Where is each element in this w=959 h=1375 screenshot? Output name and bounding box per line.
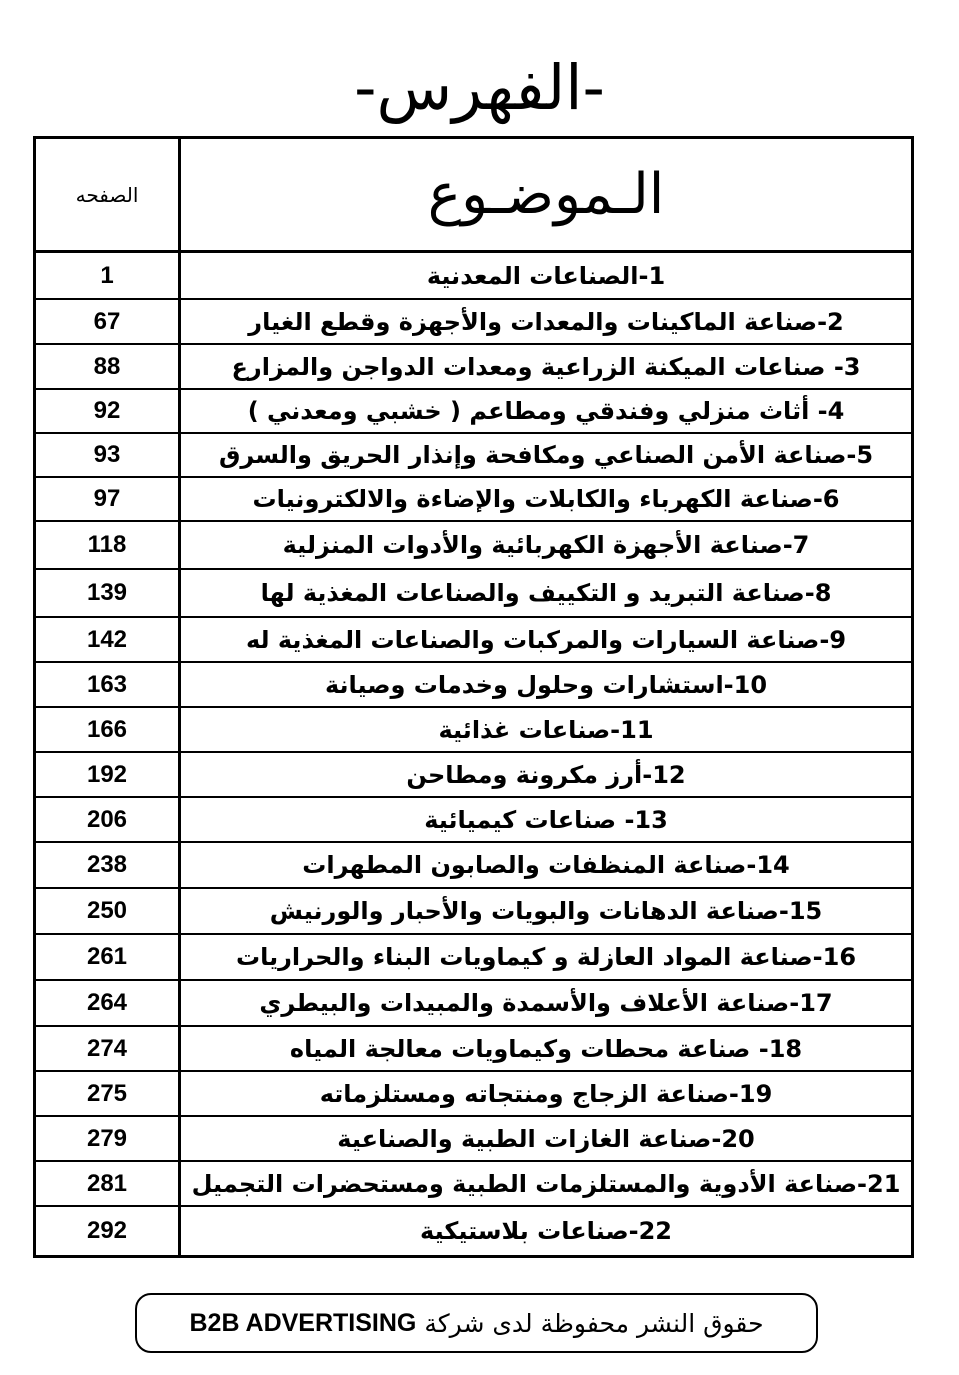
page-number: 166 <box>36 708 181 751</box>
table-row <box>36 298 911 343</box>
page-number: 250 <box>36 889 181 933</box>
page-number: 192 <box>36 753 181 796</box>
page-number: 238 <box>36 843 181 887</box>
table-row <box>36 796 911 841</box>
table-row <box>36 568 911 616</box>
topic-title: 21-صناعة الأدوية والمستلزمات الطبية ومستحضرات التجميل <box>191 1169 901 1198</box>
topic-title: 3- صناعات الميكنة الزراعية ومعدات الدواجن والمزارع <box>231 352 861 381</box>
page-number: 142 <box>36 618 181 661</box>
table-row <box>36 933 911 979</box>
table-row <box>36 706 911 751</box>
topic-title: 9-صناعة السيارات والمركبات والصناعات المغذية له <box>245 625 847 654</box>
topic-title: 4- أثاث منزلي وفندقي ومطاعم ( خشبي ومعدني ) <box>247 397 845 425</box>
page-number: 118 <box>36 522 181 568</box>
topic-title: 18- صناعة محطات وكيماويات معالجة المياه <box>289 1034 803 1063</box>
table-row <box>36 1205 911 1255</box>
table-row <box>36 841 911 887</box>
table-row <box>36 1070 911 1115</box>
page-number: 281 <box>36 1162 181 1205</box>
table-row <box>36 343 911 388</box>
page-number: 88 <box>36 345 181 388</box>
header-topic: الـموضـوع <box>427 162 665 227</box>
table-body <box>36 253 911 1255</box>
page-number: 206 <box>36 798 181 841</box>
page-number: 275 <box>36 1072 181 1115</box>
table-row <box>36 520 911 568</box>
page-number: 264 <box>36 981 181 1025</box>
page-number: 292 <box>36 1207 181 1255</box>
topic-title: 6-صناعة الكهرباء والكابلات والإضاءة والالكترونيات <box>252 485 840 513</box>
page-number: 92 <box>36 390 181 432</box>
topic-title: 13- صناعات كيميائية <box>424 805 668 834</box>
topic-title: 22-صناعات بلاستيكية <box>420 1217 672 1245</box>
topic-title: 8-صناعة التبريد و التكييف والصناعات المغذية لها <box>260 579 832 607</box>
topic-title: 17-صناعة الأعلاف والأسمدة والمبيدات والبيطري <box>259 989 833 1017</box>
company-brand: B2B ADVERTISING <box>189 1308 417 1337</box>
table-row <box>36 1160 911 1205</box>
table-header-row <box>36 139 911 253</box>
page-number: 139 <box>36 570 181 616</box>
table-row <box>36 253 911 298</box>
page-number: 1 <box>36 253 181 298</box>
topic-title: 15-صناعة الدهانات والبويات والأحبار والورنيش <box>269 897 823 925</box>
page-number: 274 <box>36 1027 181 1070</box>
table-row <box>36 751 911 796</box>
table-row <box>36 887 911 933</box>
table-row <box>36 1115 911 1160</box>
topic-title: 2-صناعة الماكينات والمعدات والأجهزة وقطع الغيار <box>248 307 844 336</box>
page-number: 67 <box>36 300 181 343</box>
topic-title: 20-صناعة الغازات الطبية والصناعية <box>337 1124 755 1153</box>
header-page: الصفحه <box>36 139 181 250</box>
table-row <box>36 1025 911 1070</box>
page-number: 163 <box>36 663 181 706</box>
topic-title: 5-صناعة الأمن الصناعي ومكافحة وإنذار الحريق والسرق <box>218 441 874 469</box>
copyright-box <box>135 1293 818 1353</box>
table-row <box>36 432 911 476</box>
table-row <box>36 616 911 661</box>
topic-title: 14-صناعة المنظفات والصابون المطهرات <box>302 851 790 879</box>
topic-title: 11-صناعات غذائية <box>438 715 654 744</box>
topic-title: 12-أرز مكرونة ومطاحن <box>406 760 686 789</box>
table-row <box>36 661 911 706</box>
page-number: 279 <box>36 1117 181 1160</box>
page-number: 261 <box>36 935 181 979</box>
table-row <box>36 476 911 520</box>
topic-title: 19-صناعة الزجاج ومنتجاته ومستلزماته <box>319 1079 773 1108</box>
page-number: 93 <box>36 434 181 476</box>
topic-title: 10-استشارات وحلول وخدمات وصيانة <box>324 670 768 699</box>
topic-title: 7-صناعة الأجهزة الكهربائية والأدوات المنزلية <box>282 531 810 559</box>
table-row <box>36 979 911 1025</box>
topic-title: 16-صناعة المواد العازلة و كيماويات البناء والحراريات <box>235 943 857 971</box>
table-row <box>36 388 911 432</box>
table-of-contents <box>33 136 914 1258</box>
copyright-text: حقوق النشر محفوظة لدى شركة <box>424 1308 764 1338</box>
page-title: -الفهرس- <box>354 51 605 124</box>
topic-title: 1-الصناعات المعدنية <box>426 261 666 290</box>
page-number: 97 <box>36 478 181 520</box>
